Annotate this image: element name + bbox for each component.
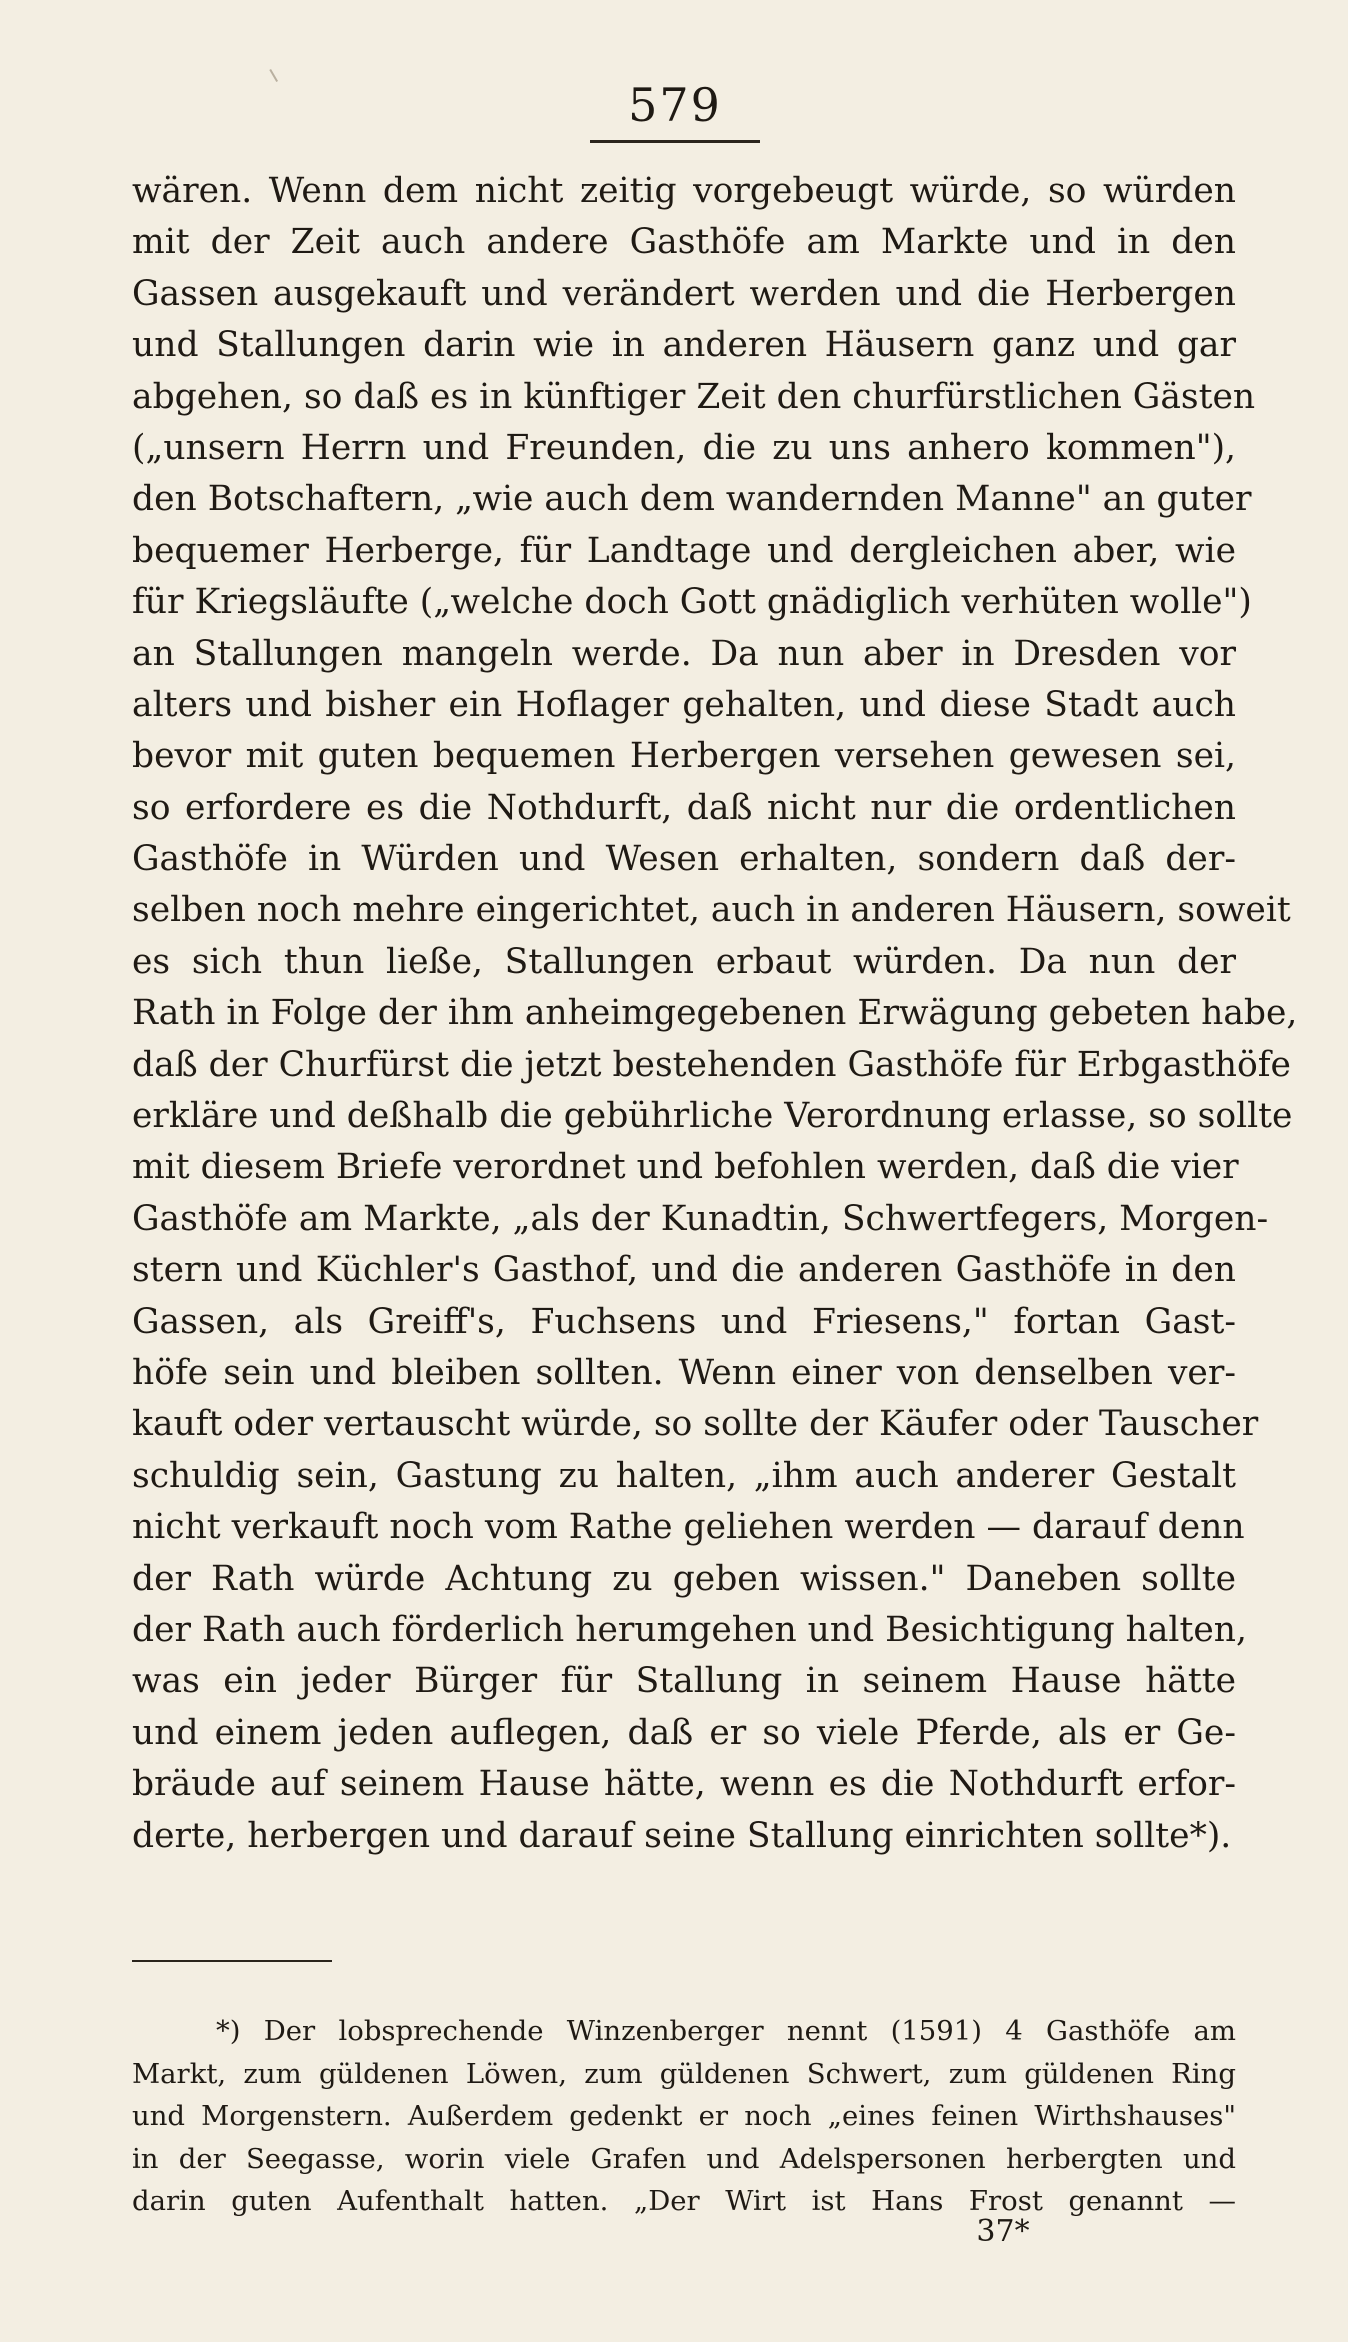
body-line: nicht verkauft noch vom Rathe geliehen werden — darauf denn: [132, 1507, 1245, 1548]
page-number-underline: [590, 140, 760, 143]
body-line: derte, herbergen und darauf seine Stallung einrichten sollte*).: [132, 1815, 1232, 1856]
body-line: und Stallungen darin wie in anderen Häusern ganz und gar: [132, 325, 1236, 366]
body-line: Gasthöfe in Würden und Wesen erhalten, sondern daß der-: [132, 839, 1236, 880]
body-line: der Rath auch förderlich herumgehen und Besichtigung halten,: [132, 1609, 1247, 1650]
body-line: mit diesem Briefe verordnet und befohlen werden, daß die vier: [132, 1147, 1239, 1188]
body-line: schuldig sein, Gastung zu halten, „ihm auch anderer Gestalt: [132, 1455, 1236, 1496]
body-line: an Stallungen mangeln werde. Da nun aber in Dresden vor: [132, 633, 1236, 674]
body-line: abgehen, so daß es in künftiger Zeit den churfürstlichen Gästen: [132, 376, 1256, 417]
body-line: so erfordere es die Nothdurft, daß nicht nur die ordentlichen: [132, 787, 1236, 828]
body-line: daß der Churfürst die jetzt bestehenden Gasthöfe für Erbgasthöfe: [132, 1044, 1291, 1085]
body-line: für Kriegsläufte („welche doch Gott gnädiglich verhüten wolle"): [132, 582, 1252, 623]
body-line: den Botschaftern, „wie auch dem wandernden Manne" an guter: [132, 479, 1252, 520]
footnote-line: und Morgenstern. Außerdem gedenkt er noch „eines feinen Wirthshauses": [132, 2100, 1236, 2132]
page-number: 579: [628, 78, 722, 132]
body-line: bequemer Herberge, für Landtage und dergleichen aber, wie: [132, 530, 1236, 571]
stray-mark: [269, 64, 286, 82]
footnote-line: Markt, zum güldenen Löwen, zum güldenen Schwert, zum güldenen Ring: [132, 2057, 1236, 2090]
body-line: kauft oder vertauscht würde, so sollte der Käufer oder Tauscher: [132, 1404, 1259, 1445]
footnote-line: *) Der lobsprechende Winzenberger nennt (1591) 4 Gasthöfe am: [216, 2015, 1236, 2047]
footnote: [132, 2010, 1236, 2223]
body-text: [132, 166, 1298, 1862]
footnote-line: in der Seegasse, worin viele Grafen und Adelspersonen herbergten und: [132, 2142, 1236, 2175]
body-line: es sich thun ließe, Stallungen erbaut würden. Da nun der: [132, 941, 1236, 982]
body-line: bräude auf seinem Hause hätte, wenn es die Nothdurft erfor-: [132, 1764, 1236, 1805]
body-line: Gassen, als Greiff's, Fuchsens und Friesens," fortan Gast-: [132, 1301, 1236, 1342]
body-line: mit der Zeit auch andere Gasthöfe am Markte und in den: [132, 222, 1236, 263]
body-line: was ein jeder Bürger für Stallung in seinem Hause hätte: [132, 1661, 1236, 1702]
body-line: wären. Wenn dem nicht zeitig vorgebeugt würde, so würden: [132, 171, 1236, 211]
body-line: erkläre und deßhalb die gebührliche Verordnung erlasse, so sollte: [132, 1096, 1293, 1137]
footnote-line: darin guten Aufenthalt hatten. „Der Wirt ist Hans Frost genannt —: [132, 2185, 1236, 2217]
body-line: der Rath würde Achtung zu geben wissen." Daneben sollte: [132, 1558, 1236, 1599]
body-line: alters und bisher ein Hoflager gehalten, und diese Stadt auch: [132, 684, 1236, 725]
body-line: stern und Küchler's Gasthof, und die anderen Gasthöfe in den: [132, 1250, 1236, 1291]
body-line: Rath in Folge der ihm anheimgegebenen Erwägung gebeten habe,: [132, 993, 1298, 1034]
body-line: („unsern Herrn und Freunden, die zu uns anhero kommen"),: [132, 427, 1236, 468]
body-line: bevor mit guten bequemen Herbergen versehen gewesen sei,: [132, 736, 1236, 777]
body-line: und einem jeden auflegen, daß er so viele Pferde, als er Ge-: [132, 1712, 1236, 1753]
body-line: selben noch mehre eingerichtet, auch in anderen Häusern, soweit: [132, 890, 1291, 931]
body-line: höfe sein und bleiben sollten. Wenn einer von denselben ver-: [132, 1352, 1236, 1393]
signature-mark: 37*: [976, 2214, 1030, 2249]
footnote-divider: [132, 1960, 332, 1962]
body-line: Gasthöfe am Markte, „als der Kunadtin, Schwertfegers, Morgen-: [132, 1198, 1269, 1239]
body-line: Gassen ausgekauft und verändert werden und die Herbergen: [132, 273, 1236, 314]
